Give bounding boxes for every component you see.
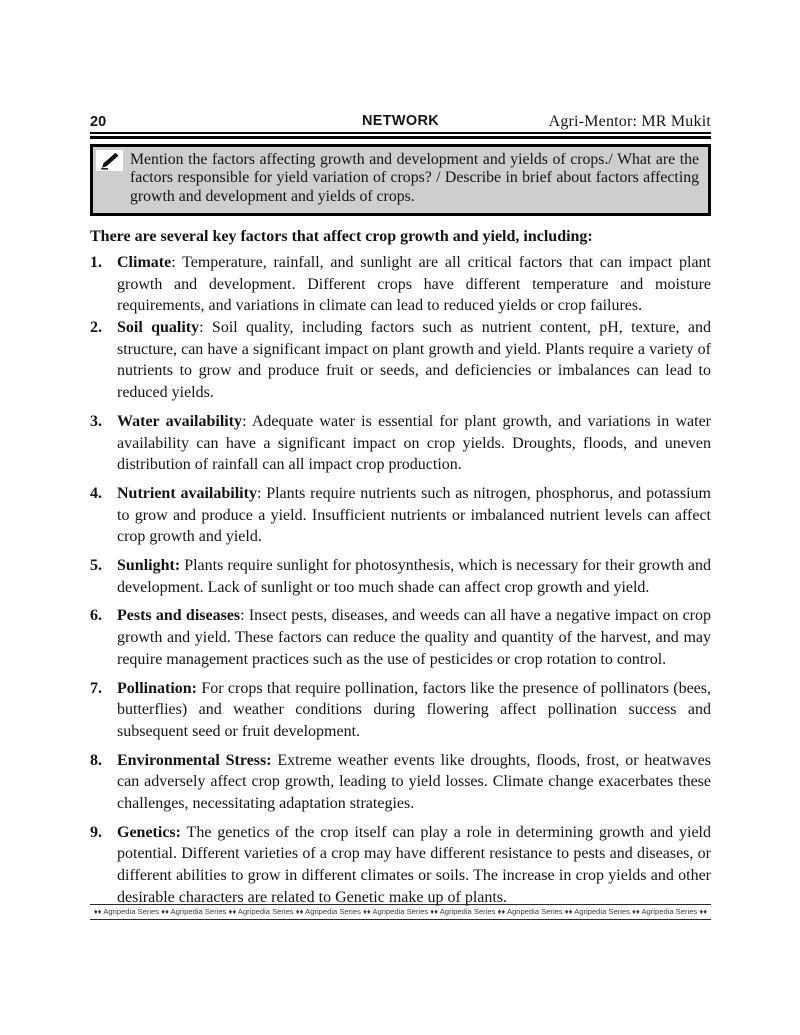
header-title: NETWORK bbox=[361, 113, 439, 129]
item-text bbox=[117, 750, 711, 815]
item-text bbox=[117, 411, 711, 476]
item-number: 7. bbox=[90, 679, 102, 697]
item-number: 2. bbox=[90, 319, 102, 336]
item-number: 8. bbox=[90, 751, 102, 769]
item-term: Water availability bbox=[117, 412, 243, 430]
item-number: 4. bbox=[90, 484, 102, 502]
factors-list bbox=[90, 252, 711, 909]
question-text: Mention the factors affecting growth and development and yields of crops./ What are the factors responsible for yield variation of crops? / Describe in brief about factors affecting growth and development and yields of crops. bbox=[130, 151, 699, 205]
item-body: : Temperature, rainfall, and sunlight are all critical factors that can impact plant growth and development. Different crops have different temperature and moisture requirements, and variations in climate can lead to reduced yields or crop failures. bbox=[117, 253, 711, 315]
item-body: : Plants require nutrients such as nitrogen, phosphorus, and potassium to grow and produce a yield. Insufficient nutrients or imbalanced nutrient levels can affect crop growth and yield. bbox=[117, 484, 711, 546]
item-body: Plants require sunlight for photosynthesis, which is necessary for their growth and development. Lack of sunlight or too much shade can affect crop growth and yield. bbox=[117, 557, 711, 596]
item-term: Pests and diseases bbox=[117, 607, 241, 625]
list-item bbox=[90, 483, 711, 548]
item-number: 6. bbox=[90, 607, 102, 625]
item-term: Pollination: bbox=[117, 679, 198, 697]
item-term: Climate bbox=[117, 253, 172, 271]
item-text bbox=[117, 822, 711, 909]
pencil-icon bbox=[96, 150, 123, 171]
item-term: Environmental Stress: bbox=[117, 751, 272, 769]
intro-paragraph: There are several key factors that affect crop growth and yield, including: bbox=[90, 227, 593, 245]
item-body: : Insect pests, diseases, and weeds can all have a negative impact on crop growth and yield. These factors can reduce the quality and quantity of the harvest, and may require management practices such as the use of pesticides or crop rotation to control. bbox=[117, 607, 712, 668]
item-body: Extreme weather events like droughts, floods, frost, or heatwaves can adversely affect crop growth, leading to yield losses. Climate change exacerbates these challenges, necessitating adaptation strategies. bbox=[117, 751, 712, 813]
item-text bbox=[117, 555, 711, 598]
item-number: 1. bbox=[90, 253, 102, 271]
item-number: 9. bbox=[90, 823, 102, 841]
page-header bbox=[90, 113, 711, 131]
header-rule bbox=[90, 132, 711, 139]
list-item bbox=[90, 822, 711, 909]
item-body: : Soil quality, including factors such as nutrient content, pH, texture, and structure, can have a significant impact on plant growth and yield. Plants require a variety of nutrients to grow and produce fruit or seeds, and deficiencies or imbalances can lead to reduced yields. bbox=[117, 319, 711, 402]
item-body: For crops that require pollination, factors like the presence of pollinators (bees, butterflies) and weather conditions during flowering affect pollination success and subsequent seed or fruit development. bbox=[117, 679, 711, 740]
list-item bbox=[90, 252, 711, 317]
item-body: The genetics of the crop itself can play a role in determining growth and yield potential. Different varieties of a crop may have different resistance to pests and diseases, or different abilities to grow in different climates or soils. The increase in crop yields and other desirable characters are related to Genetic make up of plants. bbox=[117, 823, 711, 906]
list-item bbox=[90, 411, 711, 476]
item-term: Soil quality bbox=[117, 319, 200, 336]
item-term: Nutrient availability bbox=[117, 484, 257, 502]
item-number: 5. bbox=[90, 557, 102, 575]
item-text bbox=[117, 678, 711, 743]
item-text bbox=[117, 483, 711, 548]
item-text bbox=[117, 605, 711, 670]
list-item bbox=[90, 555, 711, 598]
item-body: : Adequate water is essential for plant growth, and variations in water availability can have a significant impact on crop yields. Droughts, floods, and uneven distribution of rainfall can all impact crop production. bbox=[117, 412, 712, 474]
question-box bbox=[90, 144, 711, 216]
item-term: Genetics: bbox=[117, 823, 181, 841]
list-item bbox=[90, 678, 711, 743]
footer bbox=[90, 904, 711, 920]
item-term: Sunlight: bbox=[117, 557, 181, 575]
header-author: Agri-Mentor: MR Mukit bbox=[548, 113, 711, 130]
list-item bbox=[90, 317, 711, 404]
page-number: 20 bbox=[90, 114, 107, 130]
item-text bbox=[117, 317, 711, 404]
page-content bbox=[90, 113, 711, 909]
item-text bbox=[117, 252, 711, 317]
footer-series-text: ♦♦ Agripedia Series ♦♦ Agripedia Series ♦♦ Agripedia Series ♦♦ Agripedia Series ♦♦ Agripedia Series ♦♦ Agripedia Series ♦♦ Agripedia Series ♦♦ Agripedia Series ♦♦ Agripedia Series ♦♦ bbox=[93, 907, 708, 916]
list-item bbox=[90, 750, 711, 815]
item-number: 3. bbox=[90, 412, 102, 430]
list-item bbox=[90, 605, 711, 670]
